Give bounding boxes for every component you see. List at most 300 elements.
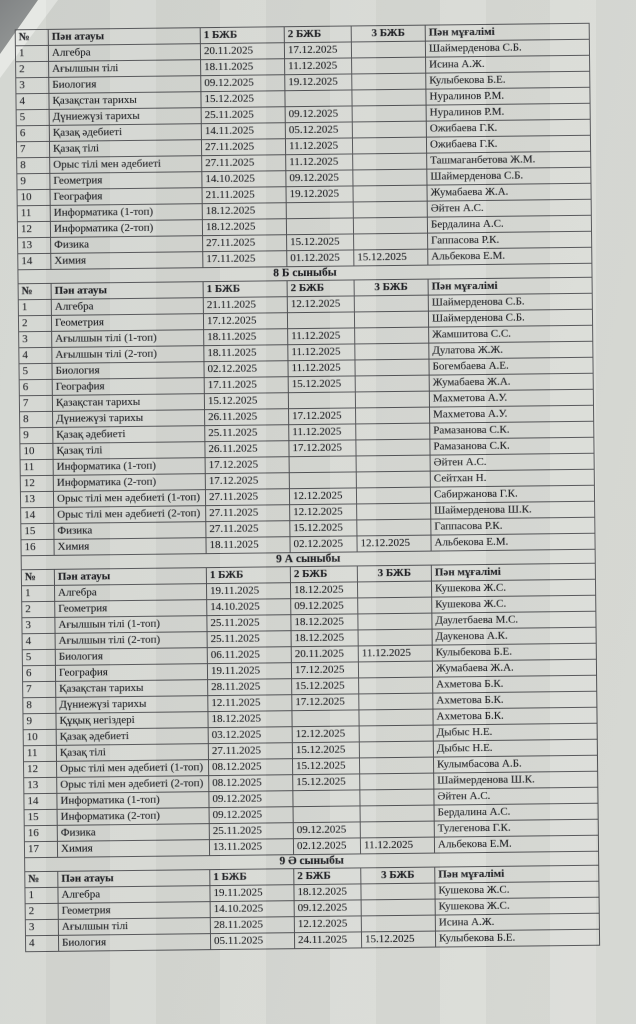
bzhb1-date-cell: 17.12.2025 [203,313,287,330]
teacher-cell: Ахметова Б.К. [433,707,597,725]
subject-cell: Дүниежүзі тарихы [56,696,208,714]
subject-cell: Геометрия [55,600,207,618]
row-number-cell: 2 [25,903,58,919]
bzhb3-date-cell: 15.12.2025 [354,249,428,266]
subject-cell: Орыс тілі мен әдебиеті (1-топ) [53,490,205,508]
bzhb1-date-cell: 08.12.2025 [209,775,293,792]
bzhb2-date-cell: 17.12.2025 [289,408,356,425]
bzhb1-date-cell: 18.11.2025 [206,537,290,554]
subject-cell: Қазақ тілі [53,442,205,460]
bzhb2-date-cell: 24.11.2025 [294,932,361,949]
bzhb1-date-cell: 20.11.2025 [200,43,284,60]
bzhb3-date-cell [353,153,427,170]
class-table-1 [15,23,593,271]
column-header-0: № [21,569,54,585]
row-number-cell: 13 [20,491,53,507]
row-number-cell: 6 [16,125,49,141]
bzhb3-date-cell [355,391,429,408]
teacher-cell: Шаймерденова Ш.К. [431,501,595,519]
bzhb3-date-cell [356,487,430,504]
row-number-cell: 11 [20,459,53,475]
bzhb1-date-cell: 27.11.2025 [206,521,290,538]
row-number-cell: 3 [25,919,58,935]
teacher-cell: Дулатова Ж.Ж. [429,341,593,359]
column-header-3: 2 БЖБ [290,566,357,583]
bzhb1-date-cell: 12.11.2025 [208,695,292,712]
bzhb1-date-cell: 25.11.2025 [207,631,291,648]
subject-cell: Ағылшын тілі [58,918,210,936]
bzhb3-date-cell [352,73,426,90]
bzhb1-date-cell: 18.11.2025 [204,345,288,362]
teacher-cell: Нуралинов Р.М. [426,103,590,121]
row-number-cell: 12 [17,221,50,237]
teacher-cell: Жамшитова С.С. [429,325,593,343]
column-header-1: Пән атауы [58,870,210,888]
bzhb3-date-cell [359,693,433,710]
subject-cell: Физика [54,522,206,540]
class-table-2 [17,263,595,557]
row-number-cell: 16 [21,539,54,555]
teacher-cell: Альбекова Е.М. [431,533,595,551]
teacher-cell: Шаймерденова С.Б. [428,293,592,311]
subject-cell: Химия [57,840,209,858]
teacher-cell: Әйтен А.С. [434,787,598,805]
bzhb3-date-cell [358,629,432,646]
subject-cell: Қазақ тілі [49,140,201,158]
subject-cell: Ағылшын тілі [49,60,201,78]
bzhb1-date-cell: 28.11.2025 [210,917,294,934]
bzhb1-date-cell: 25.11.2025 [207,615,291,632]
teacher-cell: Сабиржанова Г.К. [430,485,594,503]
subject-cell: Физика [51,236,203,254]
bzhb3-date-cell [358,597,432,614]
teacher-cell: Дыбыс Н.Е. [433,739,597,757]
subject-cell: Алгебра [51,298,203,316]
bzhb2-date-cell: 09.12.2025 [291,598,358,615]
teacher-cell: Шаймерденова С.Б. [427,167,591,185]
bzhb2-date-cell: 02.12.2025 [293,838,360,855]
bzhb1-date-cell: 18.11.2025 [204,329,288,346]
subject-cell: Ағылшын тілі (2-топ) [52,346,204,364]
teacher-cell: Альбекова Е.М. [434,835,598,853]
row-number-cell: 3 [22,617,55,633]
subject-cell: Биология [55,648,207,666]
bzhb2-date-cell [286,218,353,235]
bzhb3-date-cell [361,899,435,916]
teacher-cell: Жумабаева Ж.А. [429,373,593,391]
subject-cell: Информатика (2-топ) [50,220,202,238]
teacher-cell: Кушекова Ж.С. [432,595,596,613]
bzhb1-date-cell: 14.11.2025 [201,123,285,140]
subject-cell: Информатика (1-топ) [53,458,205,476]
subject-cell: Орыс тілі мен әдебиеті (2-топ) [54,506,206,524]
row-number-cell: 4 [25,935,58,951]
subject-cell: Қазақстан тарихы [56,680,208,698]
bzhb3-date-cell [353,185,427,202]
bzhb1-date-cell: 09.12.2025 [209,791,293,808]
bzhb2-date-cell: 18.12.2025 [291,630,358,647]
column-header-1: Пән атауы [54,568,206,586]
bzhb3-date-cell [360,789,434,806]
subject-cell: Геометрия [58,902,210,920]
bzhb3-date-cell [359,677,433,694]
row-number-cell: 5 [22,649,55,665]
teacher-cell: Кушекова Ж.С. [435,897,599,915]
bzhb2-date-cell [287,312,354,329]
teacher-cell: Ахметова Б.К. [433,691,597,709]
bzhb3-date-cell [360,821,434,838]
subject-cell: Информатика (2-топ) [57,808,209,826]
row-number-cell: 4 [19,347,52,363]
column-header-3: 2 БЖБ [287,280,354,297]
bzhb3-date-cell [359,757,433,774]
bzhb3-date-cell [352,105,426,122]
bzhb3-date-cell [359,709,433,726]
class-table-4 [24,851,600,953]
row-number-cell: 8 [23,697,56,713]
bzhb1-date-cell: 18.11.2025 [201,59,285,76]
bzhb3-date-cell [352,137,426,154]
bzhb2-date-cell: 12.12.2025 [289,488,356,505]
teacher-cell: Әйтен А.С. [427,199,591,217]
teacher-cell: Богембаева А.Е. [429,357,593,375]
bzhb1-date-cell: 19.11.2025 [206,583,290,600]
bzhb2-date-cell [288,392,355,409]
bzhb1-date-cell: 17.12.2025 [205,473,289,490]
teacher-cell: Шаймерденова С.Б. [425,39,589,57]
subject-cell: Информатика (1-топ) [50,204,202,222]
bzhb1-date-cell: 25.11.2025 [205,425,289,442]
teacher-cell: Әйтен А.С. [430,453,594,471]
bzhb2-date-cell: 18.12.2025 [294,884,361,901]
bzhb1-date-cell: 27.11.2025 [206,505,290,522]
row-number-cell: 8 [20,411,53,427]
row-number-cell: 5 [19,363,52,379]
column-header-0: № [18,283,51,299]
teacher-cell: Бердалина А.С. [427,215,591,233]
bzhb3-date-cell: 15.12.2025 [361,931,435,948]
column-header-5: Пән мұғалімі [431,563,595,581]
teacher-cell: Сейтхан Н. [430,469,594,487]
subject-cell: Информатика (2-топ) [53,474,205,492]
subject-cell: Физика [57,824,209,842]
bzhb2-date-cell [285,90,352,107]
bzhb3-date-cell [358,613,432,630]
bzhb3-date-cell [353,217,427,234]
subject-cell: Алгебра [58,886,210,904]
row-number-cell: 14 [18,253,51,269]
row-number-cell: 3 [16,77,49,93]
bzhb3-date-cell [355,327,429,344]
bzhb1-date-cell: 08.12.2025 [208,759,292,776]
teacher-cell: Шаймерденова С.Б. [428,309,592,327]
bzhb1-date-cell: 17.12.2025 [205,457,289,474]
subject-cell: География [50,188,202,206]
bzhb2-date-cell: 12.12.2025 [290,504,357,521]
bzhb2-date-cell: 20.11.2025 [291,646,358,663]
row-number-cell: 9 [23,713,56,729]
row-number-cell: 12 [20,475,53,491]
bzhb3-date-cell [352,89,426,106]
subject-cell: Дүниежүзі тарихы [49,108,201,126]
bzhb1-date-cell: 14.10.2025 [210,901,294,918]
subject-cell: Химия [51,252,203,270]
bzhb3-date-cell [359,741,433,758]
teacher-cell: Кулымбасова А.Б. [433,755,597,773]
row-number-cell: 1 [21,585,54,601]
bzhb1-date-cell: 28.11.2025 [208,679,292,696]
row-number-cell: 2 [22,601,55,617]
subject-cell: Қазақ әдебиеті [49,124,201,142]
class-table-3 [21,549,599,859]
subject-cell: Ағылшын тілі (2-топ) [55,632,207,650]
teacher-cell: Ахметова Б.К. [433,675,597,693]
bzhb2-date-cell: 11.12.2025 [286,154,353,171]
bzhb1-date-cell: 19.11.2025 [210,885,294,902]
bzhb2-date-cell: 09.12.2025 [294,900,361,917]
teacher-cell: Рамазанова С.К. [430,437,594,455]
bzhb1-date-cell: 27.11.2025 [201,139,285,156]
row-number-cell: 6 [19,379,52,395]
subject-cell: Орыс тілі мен әдебиеті (2-топ) [57,776,209,794]
teacher-cell: Альбекова Е.М. [428,247,592,265]
subject-cell: Алгебра [48,44,200,62]
bzhb1-date-cell: 21.11.2025 [202,187,286,204]
row-number-cell: 12 [23,761,56,777]
column-header-5: Пән мұғалімі [428,277,592,295]
column-header-4: 3 БЖБ [351,25,425,42]
row-number-cell: 10 [20,443,53,459]
row-number-cell: 13 [18,237,51,253]
teacher-cell: Ожибаева Г.К. [426,135,590,153]
subject-cell: Қазақ әдебиеті [56,728,208,746]
row-number-cell: 5 [16,109,49,125]
bzhb2-date-cell: 02.12.2025 [290,536,357,553]
bzhb2-date-cell: 12.12.2025 [294,916,361,933]
document-sheet [15,23,599,952]
bzhb1-date-cell: 25.11.2025 [209,823,293,840]
bzhb2-date-cell: 15.12.2025 [292,742,359,759]
bzhb3-date-cell [356,439,430,456]
bzhb1-date-cell: 18.12.2025 [208,711,292,728]
bzhb3-date-cell [357,519,431,536]
row-number-cell: 10 [17,189,50,205]
bzhb3-date-cell [360,805,434,822]
bzhb1-date-cell: 14.10.2025 [207,599,291,616]
teacher-cell: Исина А.Ж. [435,913,599,931]
bzhb2-date-cell: 19.12.2025 [286,186,353,203]
teacher-cell: Ташмаганбетова Ж.М. [427,151,591,169]
row-number-cell: 8 [17,157,50,173]
bzhb2-date-cell: 19.12.2025 [285,74,352,91]
bzhb2-date-cell: 09.12.2025 [285,106,352,123]
bzhb1-date-cell: 03.12.2025 [208,727,292,744]
column-header-4: 3 БЖБ [361,867,435,884]
bzhb1-date-cell: 09.12.2025 [201,75,285,92]
bzhb2-date-cell: 15.12.2025 [292,758,359,775]
bzhb3-date-cell [355,343,429,360]
bzhb2-date-cell: 09.12.2025 [293,822,360,839]
teacher-cell: Жумабаева Ж.А. [432,659,596,677]
bzhb2-date-cell [292,710,359,727]
bzhb2-date-cell: 11.12.2025 [289,424,356,441]
bzhb3-date-cell [352,121,426,138]
teacher-cell: Рамазанова С.К. [430,421,594,439]
subject-cell: Алгебра [54,584,206,602]
column-header-3: 2 БЖБ [294,868,361,885]
teacher-cell: Дыбыс Н.Е. [433,723,597,741]
bzhb1-date-cell: 27.11.2025 [205,489,289,506]
teacher-cell: Кушекова Ж.С. [431,579,595,597]
bzhb1-date-cell: 15.12.2025 [201,91,285,108]
subject-cell: Ағылшын тілі (1-топ) [55,616,207,634]
row-number-cell: 4 [22,633,55,649]
bzhb3-date-cell [356,455,430,472]
bzhb2-date-cell: 05.12.2025 [285,122,352,139]
subject-cell: Биология [52,362,204,380]
column-header-5: Пән мұғалімі [425,23,589,41]
column-header-4: 3 БЖБ [357,565,431,582]
teacher-cell: Ожибаева Г.К. [426,119,590,137]
bzhb2-date-cell: 18.12.2025 [290,582,357,599]
bzhb3-date-cell [358,661,432,678]
row-number-cell: 11 [17,205,50,221]
row-number-cell: 15 [21,523,54,539]
bzhb3-date-cell [353,201,427,218]
teacher-cell: Исина А.Ж. [426,55,590,73]
subject-cell: География [52,378,204,396]
column-header-2: 1 БЖБ [203,281,287,298]
bzhb2-date-cell: 09.12.2025 [286,170,353,187]
bzhb1-date-cell: 09.12.2025 [209,807,293,824]
bzhb2-date-cell [293,790,360,807]
subject-cell: Геометрия [50,172,202,190]
bzhb2-date-cell: 17.12.2025 [284,42,351,59]
row-number-cell: 10 [23,729,56,745]
bzhb1-date-cell: 27.11.2025 [208,743,292,760]
bzhb2-date-cell: 15.12.2025 [290,520,357,537]
teacher-cell: Даулетбаева М.С. [432,611,596,629]
bzhb2-date-cell: 17.12.2025 [291,662,358,679]
bzhb2-date-cell: 12.12.2025 [292,726,359,743]
bzhb3-date-cell [361,883,435,900]
bzhb3-date-cell: 11.12.2025 [360,837,434,854]
bzhb2-date-cell: 17.12.2025 [292,694,359,711]
teacher-cell: Тулегенова Г.К. [434,819,598,837]
subject-cell: Қазақстан тарихы [49,92,201,110]
teacher-cell: Кулыбекова Б.Е. [432,643,596,661]
subject-cell: Қазақ әдебиеті [53,426,205,444]
subject-cell: Геометрия [51,314,203,332]
column-header-0: № [25,871,58,887]
bzhb2-date-cell [289,472,356,489]
row-number-cell: 4 [16,93,49,109]
bzhb3-date-cell [353,169,427,186]
section-title: 9 Ә сыныбы [25,851,599,872]
bzhb1-date-cell: 05.11.2025 [210,933,294,950]
column-header-1: Пән атауы [51,282,203,300]
row-number-cell: 3 [19,331,52,347]
bzhb2-date-cell: 11.12.2025 [285,138,352,155]
bzhb3-date-cell [355,359,429,376]
column-header-4: 3 БЖБ [354,279,428,296]
bzhb1-date-cell: 18.12.2025 [202,219,286,236]
row-number-cell: 13 [24,777,57,793]
subject-cell: Ағылшын тілі (1-топ) [52,330,204,348]
bzhb1-date-cell: 21.11.2025 [203,297,287,314]
column-header-2: 1 БЖБ [210,869,294,886]
bzhb1-date-cell: 27.11.2025 [202,155,286,172]
teacher-cell: Гаппасова Р.К. [431,517,595,535]
column-header-2: 1 БЖБ [200,27,284,44]
bzhb2-date-cell: 15.12.2025 [292,678,359,695]
column-header-3: 2 БЖБ [284,26,351,43]
bzhb3-date-cell: 11.12.2025 [358,645,432,662]
bzhb2-date-cell [286,202,353,219]
subject-cell: Информатика (1-топ) [57,792,209,810]
bzhb1-date-cell: 14.10.2025 [202,171,286,188]
bzhb2-date-cell: 11.12.2025 [288,328,355,345]
assessment-schedule [15,23,599,952]
teacher-cell: Махметова А.У. [429,405,593,423]
teacher-cell: Бердалина А.С. [434,803,598,821]
bzhb3-date-cell [354,233,428,250]
bzhb1-date-cell: 17.11.2025 [203,251,287,268]
teacher-cell: Махметова А.У. [429,389,593,407]
subject-cell: Қазақ тілі [56,744,208,762]
bzhb2-date-cell: 18.12.2025 [291,614,358,631]
bzhb2-date-cell [289,456,356,473]
section-title: 8 Б сыныбы [18,263,592,284]
row-number-cell: 17 [24,841,57,857]
bzhb2-date-cell: 01.12.2025 [287,250,354,267]
bzhb2-date-cell: 12.12.2025 [287,296,354,313]
subject-cell: Биология [58,934,210,952]
subject-cell: Химия [54,538,206,556]
bzhb3-date-cell [357,503,431,520]
column-header-2: 1 БЖБ [206,567,290,584]
bzhb1-date-cell: 17.11.2025 [204,377,288,394]
bzhb1-date-cell: 15.12.2025 [204,393,288,410]
bzhb3-date-cell [361,915,435,932]
teacher-cell: Кушекова Ж.С. [435,881,599,899]
row-number-cell: 14 [24,793,57,809]
bzhb1-date-cell: 02.12.2025 [204,361,288,378]
bzhb3-date-cell [359,725,433,742]
row-number-cell: 1 [15,45,48,61]
row-number-cell: 7 [23,681,56,697]
row-number-cell: 2 [18,315,51,331]
bzhb3-date-cell [360,773,434,790]
teacher-cell: Кулыбекова Б.Е. [426,71,590,89]
bzhb2-date-cell: 15.12.2025 [287,234,354,251]
bzhb2-date-cell: 11.12.2025 [285,58,352,75]
subject-cell: Биология [49,76,201,94]
bzhb3-date-cell [352,57,426,74]
section-title: 9 А сыныбы [21,549,595,570]
bzhb1-date-cell: 25.11.2025 [201,107,285,124]
bzhb3-date-cell [356,407,430,424]
bzhb2-date-cell: 11.12.2025 [288,344,355,361]
row-number-cell: 9 [20,427,53,443]
subject-cell: Дүниежүзі тарихы [53,410,205,428]
subject-cell: Орыс тілі мен әдебиеті (1-топ) [56,760,208,778]
bzhb1-date-cell: 13.11.2025 [209,839,293,856]
bzhb1-date-cell: 27.11.2025 [203,235,287,252]
bzhb3-date-cell [356,423,430,440]
bzhb3-date-cell [351,41,425,58]
subject-cell: Қазақстан тарихы [52,394,204,412]
